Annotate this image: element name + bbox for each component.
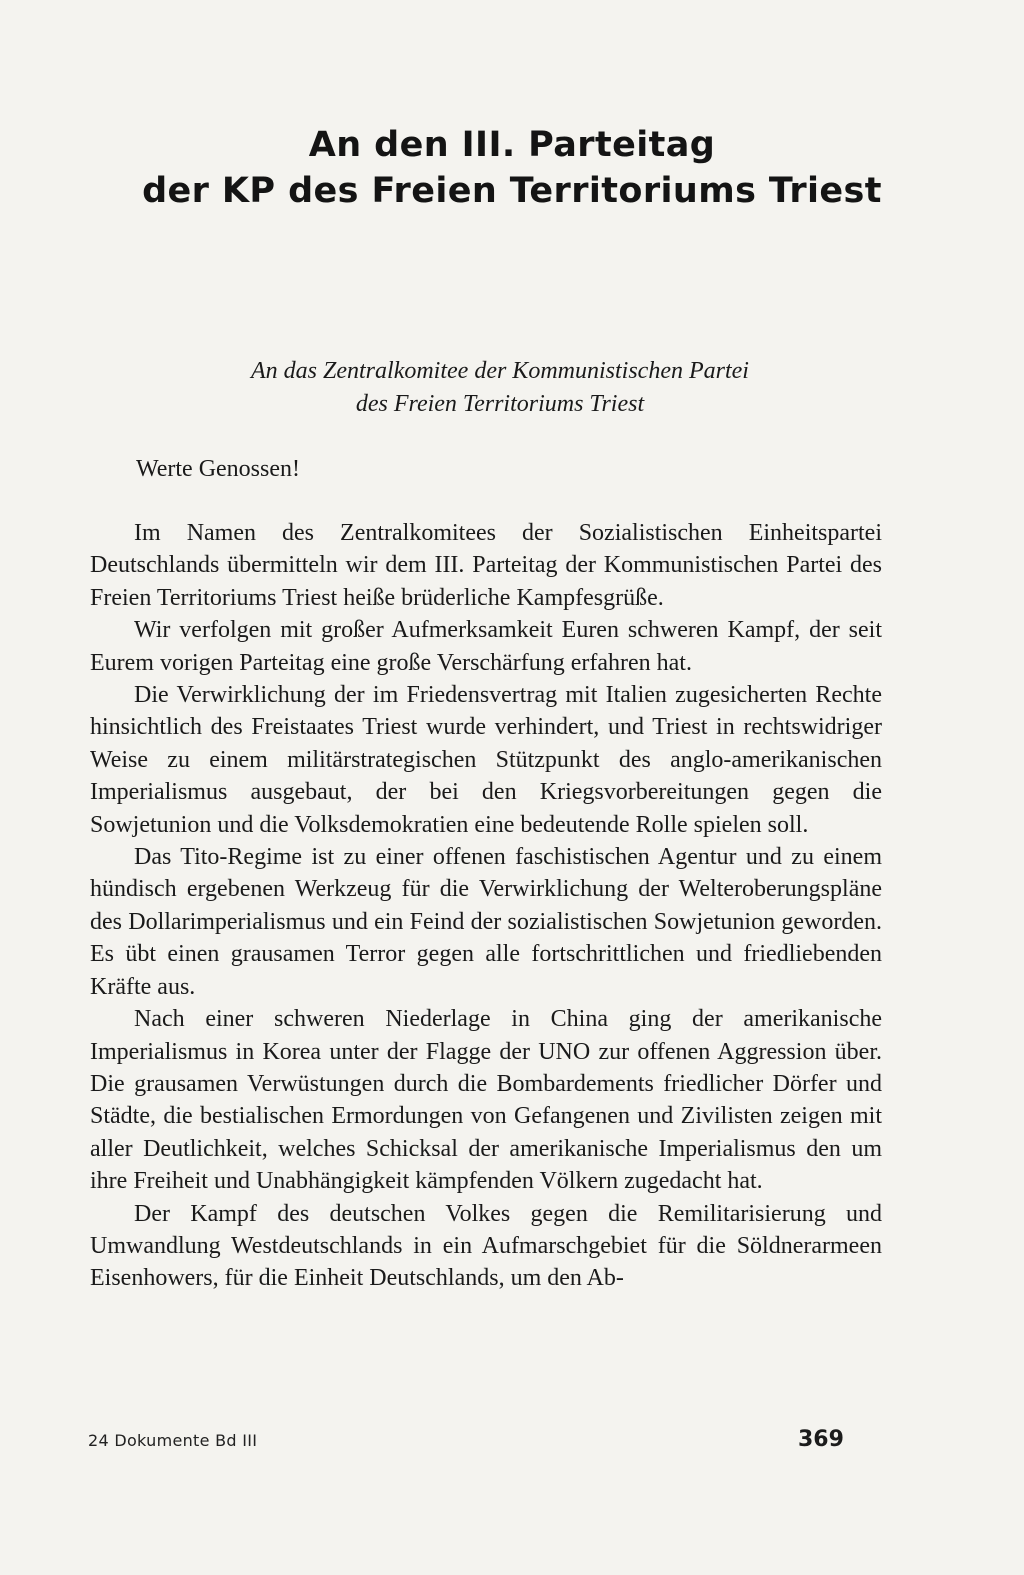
paragraph: Der Kampf des deutschen Volkes gegen die Remilitarisierung und Umwandlung Westdeutschlands in ein Aufmarschgebiet für die Söldnerarmeen Eisenhowers, für die Einheit Deutschlands, um den Ab- <box>90 1200 882 1292</box>
document-title <box>0 122 1024 214</box>
paragraph: Wir verfolgen mit großer Aufmerksamkeit Euren schweren Kampf, der seit Eurem vorigen Parteitag eine große Verschärfung erfahren hat. <box>90 617 882 676</box>
addressee-line-1: An das Zentralkomitee der Kommunistischen Partei <box>251 358 749 384</box>
paragraph: Die Verwirklichung der im Friedensvertrag mit Italien zugesicherten Rechte hinsichtlich des Freistaates Triest wurde verhindert, und Triest in rechtswidriger Weise zu einem militärstrategischen Stützpunkt des anglo-amerikanischen Imperialismus ausgebaut, der bei den Kriegsvorbereitungen gegen die Sowjetunion und die Volksdemokratien eine bedeutende Rolle spielen soll. <box>90 682 882 838</box>
letter-body <box>90 517 882 1295</box>
salutation: Werte Genossen! <box>136 456 301 482</box>
page-number: 369 <box>798 1427 844 1452</box>
title-line-2: der KP des Freien Territoriums Triest <box>142 171 882 211</box>
addressee-line-2: des Freien Territoriums Triest <box>355 391 645 417</box>
paragraph: Das Tito-Regime ist zu einer offenen faschistischen Agentur und zu einem hündisch ergebenen Werkzeug für die Verwirklichung der Welteroberungspläne des Dollarimperialismus und ein Feind der sozialistischen Sowjetunion geworden. Es übt einen grausamen Terror gegen alle fortschrittlichen und friedliebenden Kräfte aus. <box>90 844 882 1000</box>
paragraph: Nach einer schweren Niederlage in China ging der amerikanische Imperialismus in Korea unter der Flagge der UNO zur offenen Aggression über. Die grausamen Verwüstungen durch die Bombardements friedlicher Dörfer und Städte, die bestialischen Ermordungen von Gefangenen und Zivilisten zeigen mit aller Deutlichkeit, welches Schicksal der amerikanische Imperialismus den um ihre Freiheit und Unabhängigkeit kämpfenden Völkern zugedacht hat. <box>90 1006 882 1195</box>
paragraph: Im Namen des Zentralkomitees der Sozialistischen Einheitspartei Deutschlands übermitteln wir dem III. Parteitag der Kommunistischen Partei des Freien Territoriums Triest heiße brüderliche Kampfesgrüße. <box>90 520 882 611</box>
addressee-block <box>0 355 1000 421</box>
title-line-1: An den III. Parteitag <box>308 125 716 165</box>
signature-mark: 24 Dokumente Bd III <box>88 1431 258 1450</box>
